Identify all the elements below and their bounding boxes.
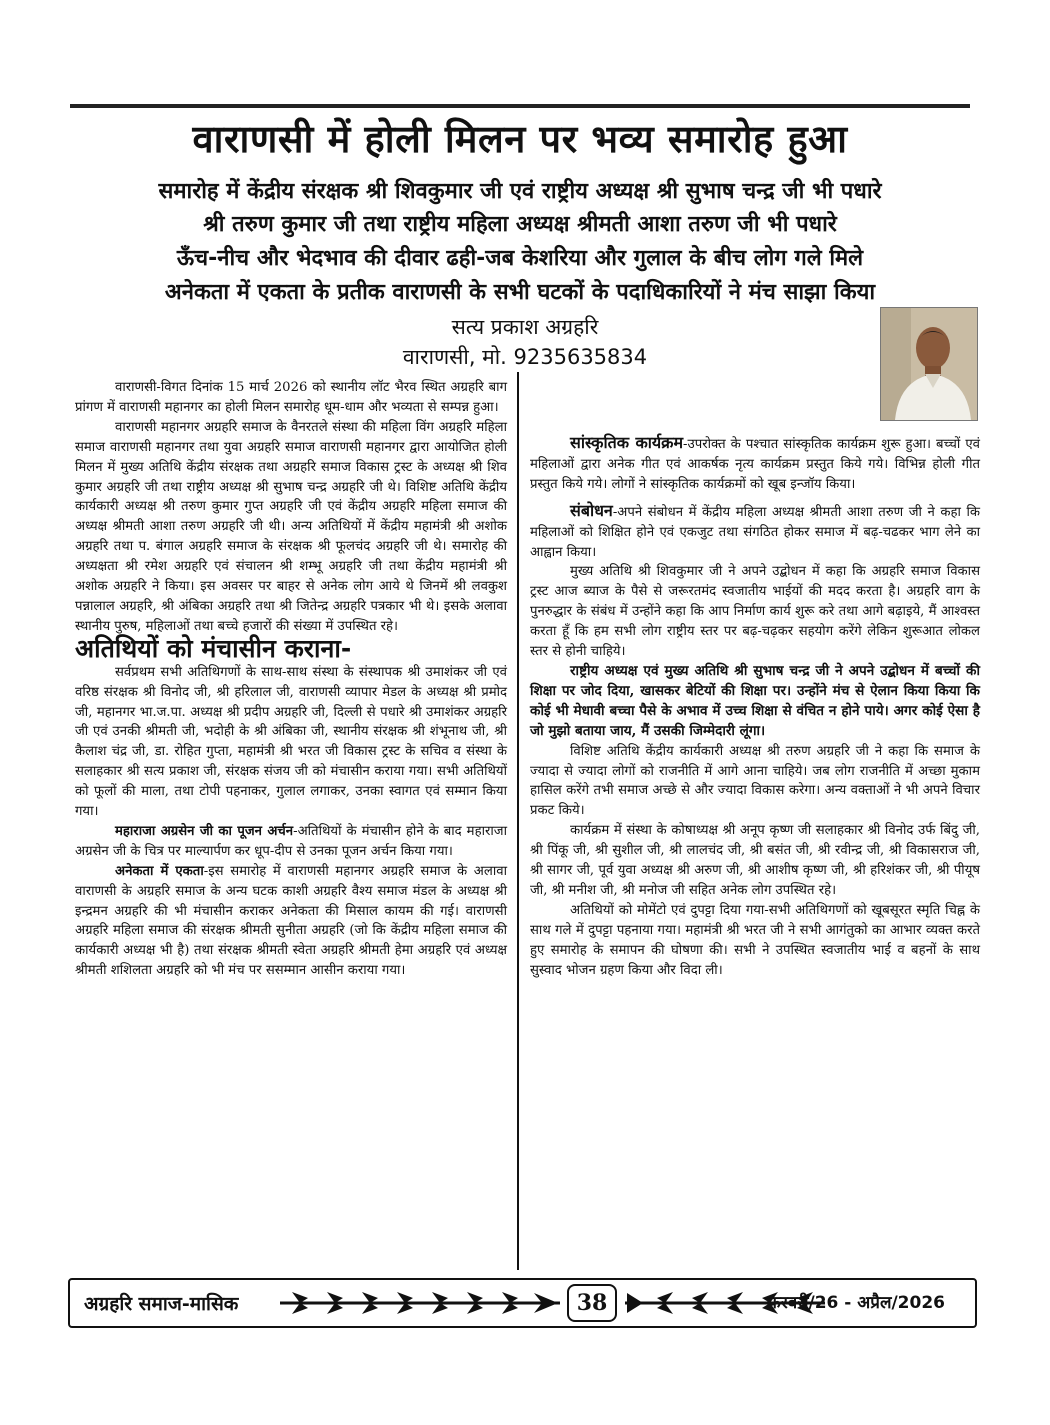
right-column [530, 433, 980, 980]
organisers-paragraph: वाराणसी महानगर अग्रहरि समाज के वैनरतले संस्था की महिला विंग अग्रहरि महिला समाज वाराणसी महानगर तथा युवा अग्रहरि समाज वाराणसी महानगर द्वारा आयोजित होली मिलन में मुख्य अतिथि केंद्रीय संरक्षक तथा अग्रहरि समाज विकास ट्रस्ट के अध्यक्ष श्री शिव कुमार अग्रहरि जी तथा राष्ट्रीय अध्यक्ष श्री सुभाष चन्द्र अग्रहरि जी थे। विशिष्ट अतिथि केंद्रीय कार्यकारी अध्यक्ष श्री तरुण कुमार गुप्त अग्रहरि जी एवं केंद्रीय अग्रहरि महिला समाज की अध्यक्ष श्रीमती आशा तरुण अग्रहरि जी थी। अन्य अतिथियों में केंद्रीय महामंत्री श्री अशोक अग्रहरि तथा प. बंगाल अग्रहरि समाज के संरक्षक श्री फूलचंद अग्रहरि जी थे। समारोह की अध्यक्षता श्री रमेश अग्रहरि एवं संचालन श्री शम्भू अग्रहरि जी तथा केंद्रीय महामंत्री श्री अशोक अग्रहरि ने किया। इस अवसर पर बाहर से अनेक लोग आये थे जिनमें श्री लवकुश पन्नालाल अग्रहरि, श्री अंबिका अग्रहरि तथा श्री जितेन्द्र अग्रहरि पत्रकार भी थे। इसके अलावा स्थानीय पुरुष, महिलाओं तथा बच्चे हजारों की संख्या में उपस्थित रहे। [75, 419, 507, 634]
top-rule [70, 104, 970, 108]
attendees-paragraph: कार्यक्रम में संस्था के कोषाध्यक्ष श्री अनूप कृष्ण जी सलाहकार श्री विनोद उर्फ बिंदु जी, श्री पिंकू जी, श्री सुशील जी, श्री लालचंद जी, श्री बसंत जी, श्री रवीन्द्र जी, श्री विकासराज जी, श्री सागर जी, पूर्व युवा अध्यक्ष श्री अरुण जी, श्री आशीष कृष्ण जी, श्री हरिशंकर जी, श्री पीयूष जी, श्री मनीश जी, श्री मनोज जी सहित अनेक लोग उपस्थित रहे। [530, 823, 980, 898]
subheadline-4: अनेकता में एकता के प्रतीक वाराणसी के सभी घटकों के पदाधिकारियों ने मंच साझा किया [164, 280, 876, 305]
puja-lead: महाराजा अग्रसेन जी का पूजन अर्चन [115, 823, 294, 839]
magazine-name: अग्रहरि समाज-मासिक [84, 1293, 239, 1315]
cultural-lead: सांस्कृतिक कार्यक्रम [570, 433, 684, 452]
unity-text: -इस समारोह में वाराणसी महानगर अग्रहरि समाज के अलावा वाराणसी के अग्रहरि समाज के अन्य घटक काशी अग्रहरि वैश्य समाज मंडल के अध्यक्ष श्री इन्द्रमन अग्रहरि की भी मंचासीन कराकर अनेकता की मिसाल कायम की गई। वाराणसी अग्रहरि महिला समाज की संरक्षक श्रीमती सुनीता अग्रहरि (जो कि केंद्रीय महिला समाज की कार्यकारी अध्यक्ष भी है) तथा संरक्षक श्रीमती स्वेता अग्रहरि श्रीमती हेमा अग्रहरि एवं अध्यक्ष श्रीमती शशिलता अग्रहरि को भी मंच पर ससम्मान आसीन कराया गया। [75, 863, 507, 979]
left-column [75, 378, 507, 981]
page-number: 38 [567, 1284, 617, 1322]
section-heading-guests: अतिथियों को मंचासीन कराना- [75, 633, 352, 663]
chief-guest-paragraph: मुख्य अतिथि श्री शिवकुमार जी ने अपने उद्बोधन में कहा कि अग्रहरि समाज विकास ट्रस्ट आज ब्याज के पैसे से जरूरतमंद स्वजातीय भाईयों की मदद करता है। अग्रहरि वाग के पुनरुद्धार के संबंध में उन्होंने कहा कि आप निर्माण कार्य शुरू करे तथा आगे बढ़ाइये, मैं आश्वस्त करता हूँ कि हम सभी लोग राष्ट्रीय स्तर पर बढ़-चढ़कर सहयोग करेंगे लेकिन शुरूआत लोकल स्तर से होनी चाहिये। [530, 564, 980, 660]
headline: वाराणसी में होली मिलन पर भव्य समारोह हुआ [192, 117, 848, 161]
puja-text: -अतिथियों के मंचासीन होने के बाद महाराजा अग्रसेन जी के चित्र पर माल्यार्पण कर धूप-दीप से उनका पूजन अर्चन किया गया। [75, 823, 507, 859]
address-text: -अपने संबोधन में केंद्रीय महिला अध्यक्ष श्रीमती आशा तरुण जी ने कहा कि महिलाओं को शिक्षित होने एवं एकजुट तथा संगठित होकर समाज में बढ़-चढकर भाग लेने का आह्वान किया। [530, 504, 980, 560]
unity-lead: अनेकता में एकता [115, 863, 204, 879]
subheadline-3: ऊँच-नीच और भेदभाव की दीवार ढही-जब केशरिया और गुलाल के बीच लोग गले मिले [176, 246, 864, 271]
author-name: सत्य प्रकाश अग्रहरि [451, 315, 599, 339]
puja-paragraph [75, 822, 507, 862]
unity-paragraph [75, 862, 507, 981]
issue-date: फरवरी/26 - अप्रैल/2026 [767, 1293, 945, 1313]
subheadline-1: समारोह में केंद्रीय संरक्षक श्री शिवकुमार जी एवं राष्ट्रीय अध्यक्ष श्री सुभाष चन्द्र जी भी पधारे [158, 179, 882, 204]
guests-paragraph: सर्वप्रथम सभी अतिथिगणों के साथ-साथ संस्था के संस्थापक श्री उमाशंकर जी एवं वरिष्ठ संरक्षक श्री विनोद जी, श्री हरिलाल जी, वाराणसी व्यापार मेडल के अध्यक्ष श्री प्रमोद जी, महानगर भा.ज.पा. अध्यक्ष श्री प्रदीप अग्रहरि जी, दिल्ली से पधारे श्री उमाशंकर अग्रहरि जी एवं उनकी श्रीमती जी, भदोही के श्री अंबिका जी, स्थानीय संरक्षक श्री शंभूनाथ जी, श्री कैलाश चंद्र जी, डा. रोहित गुप्ता, महामंत्री श्री भरत जी विकास ट्रस्ट के सचिव व संस्था के सलाहकार श्री सत्य प्रकाश जी, संरक्षक संजय जी को मंचासीन कराया गया। सभी अतिथियों को फूलों की माला, तथा टोपी पहनाकर, गुलाल लगाकर, उनका स्वागत एवं सम्मान किया गया। [75, 664, 507, 820]
special-guest-paragraph: विशिष्ट अतिथि केंद्रीय कार्यकारी अध्यक्ष श्री तरुण अग्रहरि जी ने कहा कि समाज के ज्यादा से ज्यादा लोगों को राजनीति में आगे आना चाहिये। जब लोग राजनीति में अच्छा मुकाम हासिल करेंगे तभी समाज अच्छे से और ज्यादा विकास करेगा। अन्य वक्ताओं ने भी अपने विचार प्रकट किये। [530, 743, 980, 819]
address-paragraph [530, 501, 980, 563]
page-footer [68, 1278, 977, 1328]
closing-paragraph: अतिथियों को मोमेंटो एवं दुपट्टा दिया गया-सभी अतिथिगणों को खूबसूरत स्मृति चिह्न के साथ गले में दुपट्टा पहनाया गया। महामंत्री श्री भरत जी ने सभी आगंतुको का आभार व्यक्त करते हुए समारोह के समापन की घोषणा की। सभी ने उपस्थित स्वजातीय भाई व बहनों के साथ सुस्वाद भोजन ग्रहण किया और विदा ली। [530, 902, 980, 978]
address-lead: संबोधन [570, 500, 613, 520]
president-paragraph: राष्ट्रीय अध्यक्ष एवं मुख्य अतिथि श्री सुभाष चन्द्र जी ने अपने उद्बोधन में बच्चों की शिक्षा पर जोद दिया, खासकर बेटियों की शिक्षा पर। उन्होंने मंच से ऐलान किया किया कि कोई भी मेधावी बच्चा पैसे के अभाव में उच्च शिक्षा से वंचित न होने पाये। अगर कोई ऐसा है जो मुझो बताया जाय, मैं उसकी जिम्मेदारी लूंगा। [530, 662, 980, 739]
cultural-text: -उपरोक्त के पश्चात सांस्कृतिक कार्यक्रम शुरू हुआ। बच्चों एवं महिलाओं द्वारा अनेक गीत एवं आकर्षक नृत्य कार्यक्रम प्रस्तुत किये गये। विभिन्न होली गीत प्रस्तुत किये गये। लोगों ने सांस्कृतिक कार्यक्रमों को खूब इन्जॉय किया। [530, 437, 980, 492]
column-divider [517, 372, 519, 1270]
subheadline-2: श्री तरुण कुमार जी तथा राष्ट्रीय महिला अध्यक्ष श्रीमती आशा तरुण जी भी पधारे [203, 212, 837, 237]
intro-paragraph: वाराणसी-विगत दिनांक 15 मार्च 2026 को स्थानीय लॉट भैरव स्थित अग्रहरि बाग प्रांगण में वाराणसी महानगर का होली मिलन समारोह धूम-धाम और भव्यता से सम्पन्न हुआ। [75, 380, 507, 415]
cultural-paragraph [530, 433, 980, 495]
left-vine-ornament-icon [280, 1288, 560, 1318]
author-portrait-icon [881, 308, 977, 420]
author-place: वाराणसी, मो. 9235635834 [402, 345, 648, 369]
author-photo [880, 307, 978, 421]
